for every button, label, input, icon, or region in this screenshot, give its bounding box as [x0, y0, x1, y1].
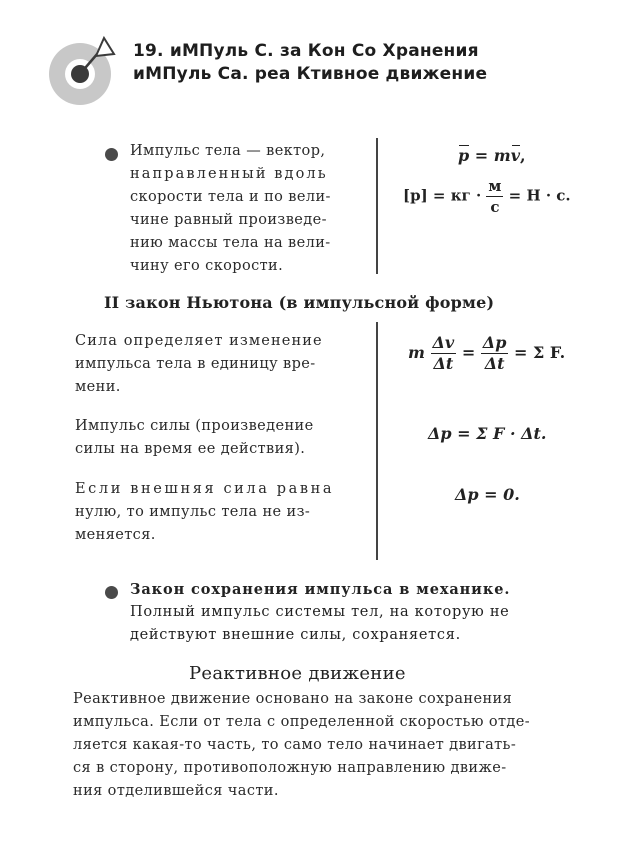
fraction [431, 333, 457, 374]
text-line: Импульс силы (произведение [75, 418, 314, 434]
target-arrow-icon [44, 34, 122, 112]
text-line: импульса тела в единицу вре- [75, 356, 316, 372]
fraction-den: Δt [484, 354, 505, 373]
text-line: Полный импульс системы тел, на которую не [130, 604, 510, 620]
text-line: Реактивное движение основано на законе сохранения [73, 691, 513, 707]
title-line-2: иМПуль Са. реа Ктивное движение [133, 64, 488, 84]
fraction-den: Δt [433, 354, 454, 373]
bullet-icon [105, 586, 118, 599]
text-line: силы на время ее действия). [75, 441, 306, 457]
bullet-icon [105, 148, 118, 161]
impulse-text [75, 415, 314, 461]
text-line: Импульс тела — вектор, [130, 143, 326, 159]
momentum-formula [458, 146, 526, 165]
equals: = [461, 343, 476, 362]
text-line: нию массы тела на вели- [130, 235, 331, 251]
reactive-heading: Реактивное движение [189, 663, 406, 684]
text-line: импульса. Если от тела с определенной скоростью отде- [73, 714, 531, 730]
text-line: скорости тела и по вели- [130, 189, 331, 205]
force-text [75, 330, 323, 399]
section-heading: II закон Ньютона (в импульсной форме) [104, 293, 495, 312]
fraction-num: м [488, 177, 502, 195]
units-rhs: = Н · с. [508, 186, 571, 205]
text-line: ся в сторону, противоположную направлению движе- [73, 760, 507, 776]
units-lhs: [p] = кг · [403, 186, 482, 205]
conservation-formula: Δp = 0. [455, 485, 520, 504]
equals: = [474, 146, 489, 165]
text-line: ляется какая-то часть, то само тело начинает двигать- [73, 737, 517, 753]
divider [376, 322, 378, 560]
zero-force-text [75, 478, 334, 547]
momentum-units-formula [403, 176, 571, 217]
mass-symbol: m [408, 343, 425, 362]
fraction-den: с [490, 198, 500, 216]
text-line: направленный вдоль [130, 166, 328, 182]
law-title: Закон сохранения импульса в механике. [130, 581, 511, 598]
text-line: действуют внешние силы, сохраняется. [130, 627, 461, 643]
vector-v: v [510, 146, 520, 165]
impulse-formula: Δp = Σ F · Δt. [428, 424, 547, 443]
title-line-1: 19. иМПуль С. за Кон Со Хранения [133, 41, 479, 61]
conservation-law [130, 578, 510, 647]
text-line: чине равный произведе- [130, 212, 327, 228]
formula-rhs: = Σ F. [513, 343, 566, 362]
page-title [133, 40, 487, 86]
text-line: Если внешняя сила равна [75, 481, 335, 497]
text-line: чину его скорости. [130, 258, 284, 274]
units-fraction [486, 176, 503, 217]
fraction [481, 333, 509, 374]
vector-p: p [458, 146, 470, 165]
text-line: меняется. [75, 527, 156, 543]
momentum-definition [130, 140, 331, 278]
text-line: ния отделившейся части. [73, 783, 279, 799]
text-line: Сила определяет изменение [75, 333, 323, 349]
comma: , [519, 146, 526, 165]
newton-law-formula [408, 333, 565, 374]
reactive-text [73, 688, 530, 803]
fraction-num: Δv [432, 333, 455, 352]
text-line: нулю, то импульс тела не из- [75, 504, 311, 520]
divider [376, 138, 378, 274]
fraction-num: Δp [482, 333, 507, 352]
text-line: мени. [75, 379, 121, 395]
mass-symbol: m [493, 146, 511, 165]
